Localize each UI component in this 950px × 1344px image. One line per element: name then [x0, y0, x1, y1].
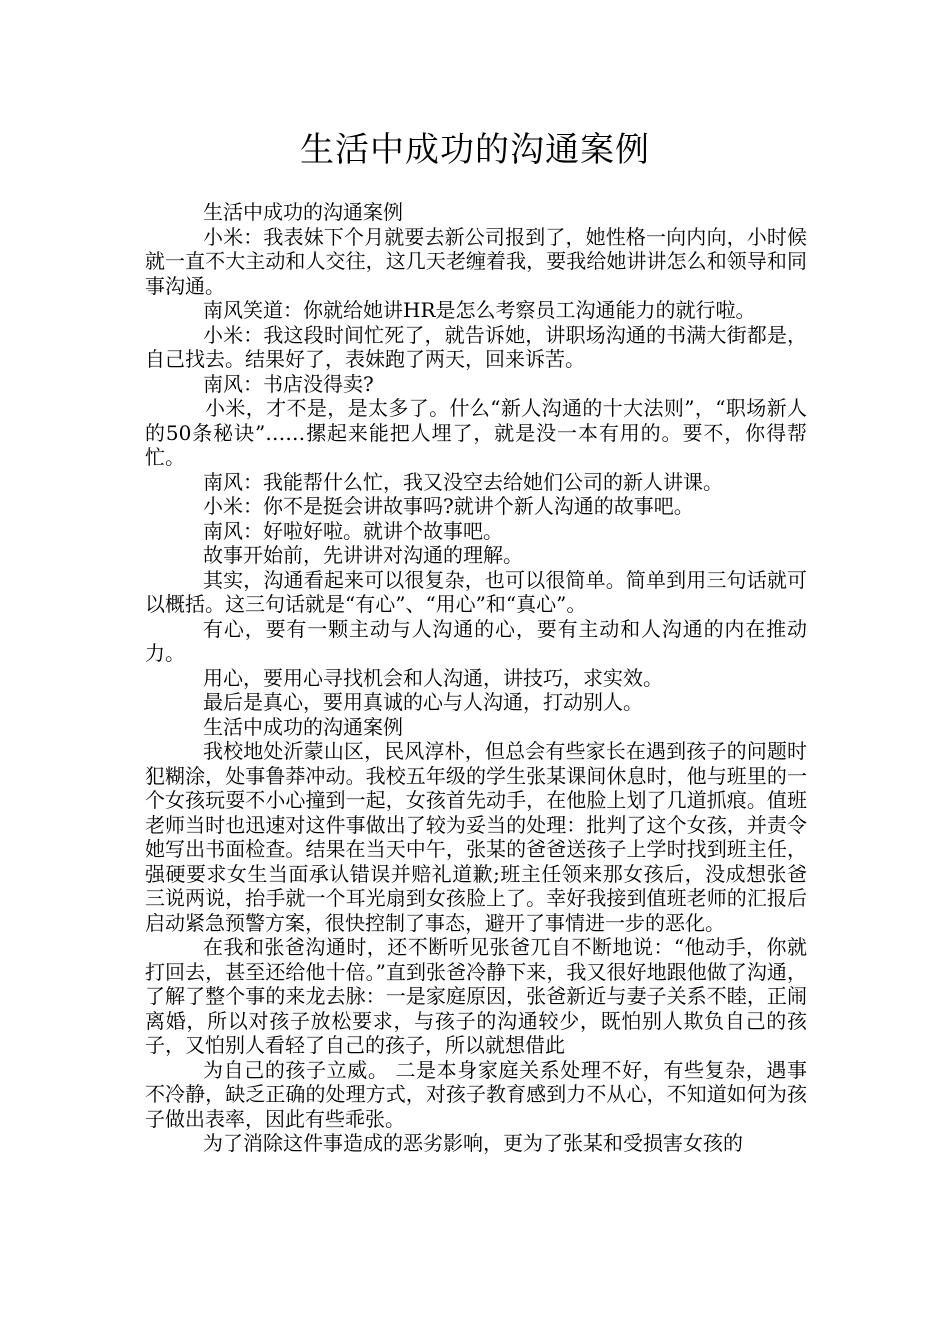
- document-body: [145, 200, 807, 1156]
- paragraph: 生活中成功的沟通案例: [203, 200, 403, 224]
- paragraph: 为自己的孩子立威。 二是本身家庭关系处理不好，有些复杂，遇事不冷静，缺乏正确的处理方式，对孩子教育感到力不从心，不知道如何为孩子做出表率，因此有些乖张。: [145, 1057, 807, 1131]
- paragraph: 故事开始前，先讲讲对沟通的理解。: [203, 543, 523, 567]
- paragraph: 我校地处沂蒙山区，民风淳朴，但总会有些家长在遇到孩子的问题时犯糊涂，处事鲁莽冲动。我校五年级的学生张某课间休息时，他与班里的一个女孩玩耍不小心撞到一起，女孩首先动手，在他脸上划了几道抓痕。值班老师当时也迅速对这件事做出了较为妥当的处理：批判了这个女孩，并责令她写出书面检查。结果在当天中午，张某的爸爸送孩子上学时找到班主任，强硬要求女生当面承认错误并赔礼道歉;班主任领来那女孩后，没成想张爸三说两说，抬手就一个耳光扇到女孩脸上了。幸好我接到值班老师的汇报后启动紧急预警方案，很快控制了事态，避开了事情进一步的恶化。: [145, 739, 807, 935]
- document-title: 生活中成功的沟通案例: [300, 130, 650, 170]
- paragraph: 小米：你不是挺会讲故事吗?就讲个新人沟通的故事吧。: [203, 494, 694, 518]
- paragraph: 南风：书店没得卖?: [203, 371, 374, 396]
- paragraph: 最后是真心，要用真诚的心与人沟通，打动别人。: [203, 690, 643, 714]
- paragraph: 南风：好啦好啦。就讲个故事吧。: [203, 518, 503, 543]
- paragraph: 小米，才不是，是太多了。什么“新人沟通的十大法则”，“职场新人的50条秘诀”……摞起来能把人埋了，就是没一本有用的。要不，你得帮忙。: [145, 396, 807, 469]
- paragraph: 其实，沟通看起来可以很复杂，也可以很简单。简单到用三句话就可以概括。这三句话就是“有心”、“用心”和“真心”。: [145, 567, 807, 616]
- paragraph: 小米：我这段时间忙死了，就告诉她，讲职场沟通的书满大街都是，自己找去。结果好了，表妹跑了两天，回来诉苦。: [145, 322, 807, 371]
- paragraph: 为了消除这件事造成的恶劣影响，更为了张某和受损害女孩的: [203, 1131, 743, 1155]
- paragraph: 生活中成功的沟通案例: [203, 714, 403, 739]
- paragraph: 小米：我表妹下个月就要去新公司报到了，她性格一向内向，小时候就一直不大主动和人交往，这几天老缠着我，要我给她讲讲怎么和领导和同事沟通。: [145, 224, 807, 298]
- paragraph: 南风笑道：你就给她讲HR是怎么考察员工沟通能力的就行啦。: [203, 298, 756, 322]
- paragraph: 南风：我能帮什么忙，我又没空去给她们公司的新人讲课。: [203, 469, 723, 494]
- paragraph: 在我和张爸沟通时，还不断听见张爸兀自不断地说：“他动手，你就打回去，甚至还给他十倍。”直到张爸冷静下来，我又很好地跟他做了沟通，了解了整个事的来龙去脉：一是家庭原因，张爸新近与妻子关系不睦，正闹离婚，所以对孩子放松要求，与孩子的沟通较少，既怕别人欺负自己的孩子，又怕别人看轻了自己的孩子，所以就想借此: [145, 935, 807, 1057]
- paragraph: 用心，要用心寻找机会和人沟通，讲技巧，求实效。: [203, 665, 663, 690]
- paragraph: 有心，要有一颗主动与人沟通的心，要有主动和人沟通的内在推动力。: [145, 616, 807, 665]
